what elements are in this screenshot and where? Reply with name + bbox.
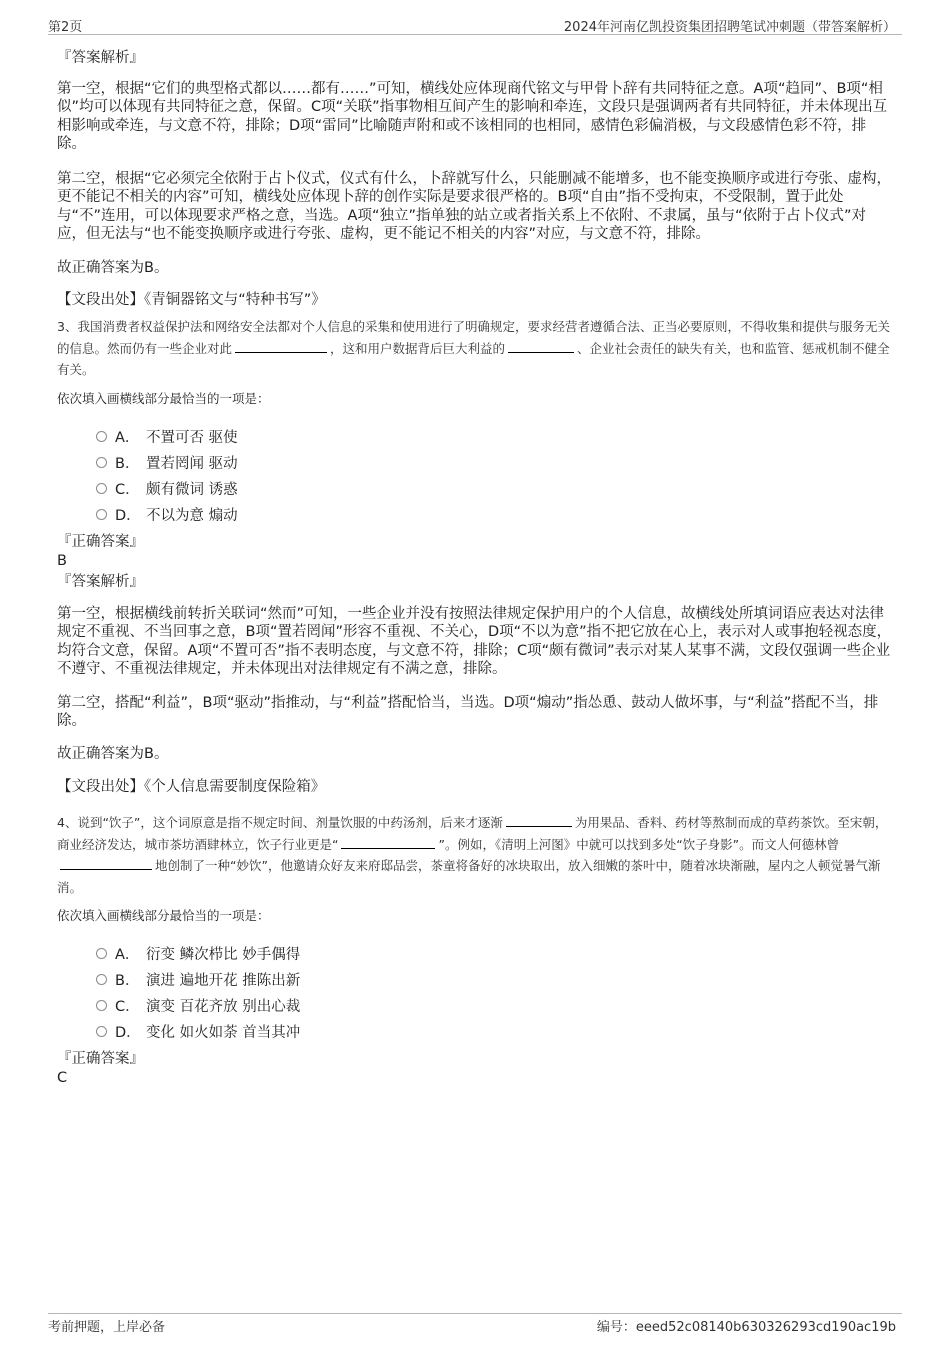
q3-source: 【文段出处】《个人信息需要制度保险箱》 bbox=[57, 779, 326, 795]
radio-icon[interactable] bbox=[96, 457, 107, 468]
radio-icon[interactable] bbox=[96, 1026, 107, 1037]
q2-conclusion: 故正确答案为B。 bbox=[57, 260, 169, 276]
q2-analysis-para2: 第二空，根据“它必须完全依附于占卜仪式，仪式有什么，卜辞就写什么，只能删减不能增多，也不能变换顺序或进行夸张、虚构，更不能记不相关的内容”可知，横线处应体现卜辞的创作实际是要求很严格的。B项“自由”指不受拘束，不受限制，置于此处与“不”连用，可以体现要求严格之意，当选。A项“独立”指单独的站立或者指关系上不依附、不隶属，虽与“依附于占卜仪式”对应，但无法与“也不能变换顺序或进行夸张、虚构，更不能记不相关的内容”对应，与文意不符，排除。 bbox=[57, 171, 892, 243]
q2-source: 【文段出处】《青铜器铭文与“特种书写”》 bbox=[57, 292, 326, 308]
q3-text-c: 、企业社会责任的缺失有关，也和监管、惩戒机制不健全有关。 bbox=[57, 340, 890, 377]
option-text: 不置可否 驱使 bbox=[146, 430, 238, 446]
q3-analysis-heading: 『答案解析』 bbox=[57, 574, 144, 590]
option-letter: C． bbox=[115, 999, 140, 1015]
q2-analysis-heading: 『答案解析』 bbox=[57, 50, 144, 66]
q3-correct-heading: 『正确答案』 bbox=[57, 534, 144, 550]
page-header bbox=[48, 14, 902, 35]
option-letter: B． bbox=[115, 456, 140, 472]
q4-question-text bbox=[57, 812, 897, 898]
footer-serial: 编号：eeed52c08140b630326293cd190ac19b bbox=[596, 1320, 896, 1335]
q3-question-text bbox=[57, 316, 897, 381]
q3-correct-answer: B bbox=[57, 553, 67, 569]
radio-icon[interactable] bbox=[96, 948, 107, 959]
q4-blank-2 bbox=[341, 836, 435, 849]
q4-correct-answer: C bbox=[57, 1070, 68, 1086]
option-letter: D． bbox=[115, 508, 141, 524]
q4-text-c: ”。例如，《清明上河图》中就可以找到多处“饮子身影”。而文人何德林曾 bbox=[438, 836, 840, 852]
q4-correct-heading: 『正确答案』 bbox=[57, 1051, 144, 1067]
radio-icon[interactable] bbox=[96, 483, 107, 494]
option-letter: C． bbox=[115, 482, 140, 498]
q4-text-b: 为用果品、香料、药材等熬制而成的草药茶饮。至宋朝，商业经济发达，城市茶坊酒肆林立，饮子行业更是“ bbox=[57, 815, 888, 852]
q3-text-a: 3、我国消费者权益保护法和网络安全法都对个人信息的采集和使用进行了明确规定，要求经营者遵循合法、正当必要原则，不得收集和提供与服务无关的信息。然而仍有一些企业对此 bbox=[57, 319, 890, 356]
q3-blank-1 bbox=[235, 340, 327, 353]
option-text: 衍变 鳞次栉比 妙手偶得 bbox=[146, 947, 301, 963]
option-text: 不以为意 煽动 bbox=[146, 508, 238, 524]
q3-instruction: 依次填入画横线部分最恰当的一项是： bbox=[57, 391, 270, 406]
option-text: 变化 如火如荼 首当其冲 bbox=[146, 1025, 301, 1041]
q4-text-a: 4、说到“饮子”，这个词原意是指不规定时间、剂量饮服的中药汤剂，后来才逐渐 bbox=[57, 815, 503, 830]
q3-blank-2 bbox=[508, 340, 574, 353]
option-text: 颇有微词 诱惑 bbox=[146, 482, 238, 498]
q4-instruction: 依次填入画横线部分最恰当的一项是： bbox=[57, 908, 270, 923]
document-title: 2024年河南亿凯投资集团招聘笔试冲刺题（带答案解析） bbox=[563, 20, 896, 35]
q3-analysis-para1: 第一空，根据横线前转折关联词“然而”可知，一些企业并没有按照法律规定保护用户的个人信息，故横线处所填词语应表达对法律规定不重视、不当回事之意，B项“置若罔闻”形容不重视、不关心，D项“不以为意”指不把它放在心上，表示对人或事抱轻视态度，均符合文意，保留。A项“不置可否”指不表明态度，与文意不符，排除；C项“颇有微词”表示对某人某事不满，文段仅强调一些企业不遵守、不重视法律规定，并未体现出对法律规定有不满之意，排除。 bbox=[57, 606, 892, 678]
q4-blank-3 bbox=[60, 857, 152, 870]
q4-text-d: 地创制了一种“妙饮”，他邀请众好友来府邸品尝，茶童将备好的冰块取出，放入细嫩的茶叶中，随着冰块渐融，屋内之人顿觉暑气渐消。 bbox=[57, 858, 881, 895]
q3-text-b: ，这和用户数据背后巨大利益的 bbox=[330, 340, 506, 356]
q2-analysis-para1: 第一空，根据“它们的典型格式都以……都有……”可知，横线处应体现商代铭文与甲骨卜辞有共同特征之意。A项“趋同”、B项“相似”均可以体现有共同特征之意，保留。C项“关联”指事物相互间产生的影响和牵连，文段只是强调两者有共同特征，并未体现出互相影响或牵连，与文意不符，排除；D项“雷同”比喻随声附和或不该相同的也相同，感情色彩偏消极，与文段感情色彩不符，排除。 bbox=[57, 81, 888, 153]
radio-icon[interactable] bbox=[96, 509, 107, 520]
option-text: 置若罔闻 驱动 bbox=[146, 456, 238, 472]
option-letter: B． bbox=[115, 973, 140, 989]
option-letter: A． bbox=[115, 430, 140, 446]
option-text: 演进 遍地开花 推陈出新 bbox=[146, 973, 301, 989]
page-number: 第2页 bbox=[48, 20, 83, 35]
q3-conclusion: 故正确答案为B。 bbox=[57, 746, 169, 762]
q3-analysis-para2: 第二空，搭配“利益”，B项“驱动”指推动，与“利益”搭配恰当，当选。D项“煽动”指怂恿、鼓动人做坏事，与“利益”搭配不当，排除。 bbox=[57, 695, 879, 730]
option-letter: D． bbox=[115, 1025, 141, 1041]
option-text: 演变 百花齐放 别出心裁 bbox=[146, 999, 301, 1015]
radio-icon[interactable] bbox=[96, 431, 107, 442]
option-letter: A． bbox=[115, 947, 140, 963]
radio-icon[interactable] bbox=[96, 974, 107, 985]
page-footer bbox=[48, 1313, 902, 1334]
q4-blank-1 bbox=[506, 814, 572, 827]
radio-icon[interactable] bbox=[96, 1000, 107, 1011]
footer-slogan: 考前押题，上岸必备 bbox=[48, 1320, 166, 1335]
